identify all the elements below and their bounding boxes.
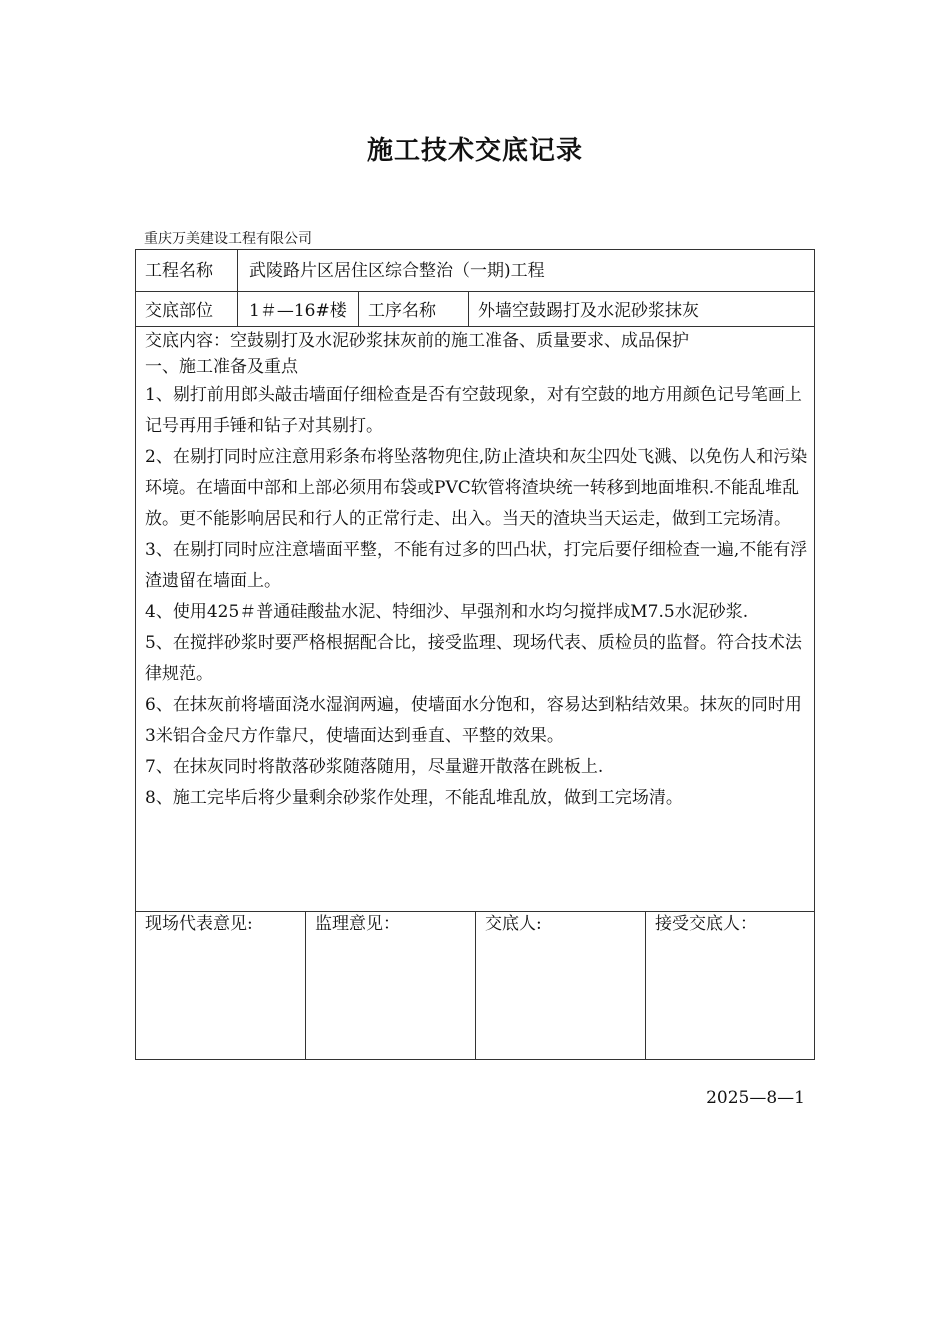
content-item: 6、在抹灰前将墙面浇水湿润两遍，使墙面水分饱和，容易达到粘结效果。抹灰的同时用3米铝合金尺方作靠尺，使墙面达到垂直、平整的效果。 (145, 695, 802, 746)
project-name-label: 工程名称 (145, 261, 213, 281)
column-divider (475, 911, 476, 1060)
section-heading: 一、施工准备及重点 (145, 357, 298, 377)
presenter-label: 交底人: (485, 914, 542, 934)
disclosure-content (145, 328, 809, 814)
content-item: 8、施工完毕后将少量剩余砂浆作处理，不能乱堆乱放，做到工完场清。 (145, 788, 683, 808)
column-divider (305, 911, 306, 1060)
disclosure-table (135, 249, 815, 1060)
document-title: 施工技术交底记录 (366, 136, 583, 166)
location-label: 交底部位 (145, 301, 213, 321)
content-item: 5、在搅拌砂浆时要严格根据配合比，接受监理、现场代表、质检员的监督。符合技术法律规范。 (145, 633, 802, 684)
column-divider (358, 291, 359, 326)
location-value: 1＃—16#楼 (249, 301, 347, 321)
supervisor-opinion-label: 监理意见： (315, 914, 400, 934)
column-divider (645, 911, 646, 1060)
company-name: 重庆万美建设工程有限公司 (144, 231, 312, 247)
column-divider (237, 250, 238, 326)
row-divider (136, 326, 814, 327)
content-item: 7、在抹灰同时将散落砂浆随落随用，尽量避开散落在跳板上. (145, 757, 604, 777)
content-item: 2、在剔打同时应注意用彩条布将坠落物兜住,防止渣块和灰尘四处飞溅、以免伤人和污染环境。在墙面中部和上部必须用布袋或PVC软管将渣块统一转移到地面堆积.不能乱堆乱放。更不能影响居民和行人的正常行走、出入。当天的渣块当天运走，做到工完场清。 (145, 447, 808, 529)
project-name-value: 武陵路片区居住区综合整治（一期)工程 (249, 261, 545, 281)
content-item: 4、使用425＃普通硅酸盐水泥、特细沙、早强剂和水均匀搅拌成M7.5水泥砂浆. (145, 602, 749, 622)
document-date: 2025—8—1 (706, 1088, 805, 1108)
receiver-label: 接受交底人： (655, 914, 757, 934)
column-divider (468, 291, 469, 326)
site-rep-opinion-label: 现场代表意见: (145, 914, 253, 934)
content-item: 3、在剔打同时应注意墙面平整，不能有过多的凹凸状，打完后要仔细检查一遍,不能有浮渣遗留在墙面上。 (145, 540, 808, 591)
process-value: 外墙空鼓踢打及水泥砂浆抹灰 (478, 301, 699, 321)
process-label: 工序名称 (368, 301, 436, 321)
content-summary: 交底内容：空鼓剔打及水泥砂浆抹灰前的施工准备、质量要求、成品保护 (145, 331, 689, 351)
content-item: 1、剔打前用郎头敲击墙面仔细检查是否有空鼓现象，对有空鼓的地方用颜色记号笔画上记号再用手锤和钻子对其剔打。 (145, 385, 802, 436)
